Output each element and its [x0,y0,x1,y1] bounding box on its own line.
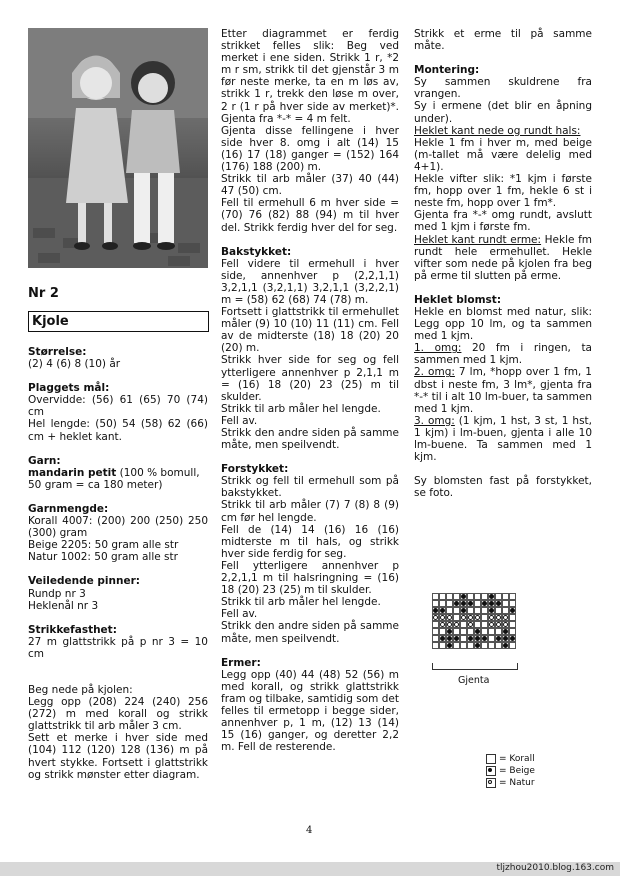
front-heading: Forstykket: [221,463,289,476]
chart-cell [467,600,474,607]
flower-heading: Heklet blomst: [414,293,502,306]
chart-cell [509,593,516,600]
yarn-details: (100 % bomull, 50 gram = ca 180 meter) [28,466,200,491]
chart-cell [460,600,467,607]
chart-cell [446,607,453,614]
chart-cell [509,614,516,621]
chart-cell [495,628,502,635]
beige-dot [496,601,501,606]
body-text-2: Gjenta disse fellingene i hver side hver 8. omg i alt (14) 15 (16) 17 (18) ganger = (152) 164 (176) 188 (200) m. [221,124,399,174]
empty-square-icon [486,754,496,764]
back-text-4: Strikk til arb måler hel lengde. [221,402,381,415]
chart-cell [474,635,481,642]
beige-dot [482,636,487,641]
natur-ring [503,622,508,627]
chart-cell [474,593,481,600]
needles-circular: Rundp nr 3 [28,587,86,600]
chart-cell [502,607,509,614]
chart-cell [453,642,460,649]
assembly-text-2: Sy i ermene (det blir en åpning under). [414,100,592,125]
chart-cell [460,607,467,614]
beige-dot [454,636,459,641]
chart-cell [502,600,509,607]
natur-ring [489,622,494,627]
chart-cell [495,621,502,628]
page-number: 4 [306,825,313,836]
round-1-label: 1. omg: [414,342,462,355]
beige-dot [475,643,480,648]
chart-cell [509,642,516,649]
chart-cell [481,642,488,649]
chart-cell [439,621,446,628]
column-1 [28,346,208,781]
chart-cell [460,635,467,642]
legend-korall [486,753,535,765]
natur-ring [461,615,466,620]
chart-cell [481,600,488,607]
chart-cell [453,621,460,628]
legend-beige-label: = Beige [499,766,535,776]
girls-illustration [28,28,208,268]
gauge-text: 27 m glattstrikk på p nr 3 = 10 cm [28,635,208,660]
crochet-edge-text-3: Gjenta fra *-* omg rundt, avslutt med 1 kjm i første fm. [414,209,592,234]
chart-cell [488,635,495,642]
chart-cell [432,614,439,621]
chart-cell [432,628,439,635]
chart-cell [439,600,446,607]
column-2 [221,28,399,753]
sleeves-text: Legg opp (40) 44 (48) 52 (56) m med korall, og strikk glattstrikk fram og tilbake, samtidig som det felles til ermetopp i begge sider, annenhver p, 1 m, (12) 13 (14) 15 (16) ganger, og deretter 2,2 m. Fell de resterende. [221,668,399,754]
flower-round-1 [414,342,592,366]
natur-ring [440,615,445,620]
beige-dot [503,636,508,641]
beige-dot [475,636,480,641]
chart-cell [474,642,481,649]
chart-cell [467,621,474,628]
beige-dot [503,629,508,634]
beige-dot [454,601,459,606]
chart-cell [488,607,495,614]
beige-dot [475,629,480,634]
chart-cell [467,635,474,642]
natur-ring [468,622,473,627]
round-3-label: 3. omg: [414,414,455,427]
beige-dot [489,594,494,599]
chart-cell [495,635,502,642]
start-text-2: Sett et merke i hver side med (104) 112 (120) 128 (136) m på hvert stykke. Fortsett i glattstrikk og strikk mønster etter diagram. [28,732,208,781]
legend-beige [486,765,535,777]
chart-caption: Gjenta [458,675,490,686]
chart-cell [502,614,509,621]
natur-ring [447,615,452,620]
round-2-body: 7 lm, *hopp over 1 fm, 1 dbst i neste fm, 3 lm*, gjenta fra *-* til i alt 10 lm-buer, ta sammen med 1 kjm. [414,366,592,415]
beige-dot [440,608,445,613]
chart-cell [502,635,509,642]
column-3 [414,28,592,499]
yarn-text [28,467,208,491]
sleeve-edge-text [414,234,592,282]
chart-cell [509,607,516,614]
flower-text-1: Hekle en blomst med natur, slik: Legg opp 10 lm, og ta sammen med 1 kjm. [414,305,592,343]
chart-cell [488,600,495,607]
natur-ring [496,622,501,627]
footer-url: tljzhou2010.blog.163.com [496,863,614,873]
front-text-1: Strikk og fell til ermehull som på bakstykket. [221,475,399,500]
start-text-1: Legg opp (208) 224 (240) 256 (272) m med korall og strikk glattstrikk til arb måler 3 cm. [28,696,208,733]
beige-dot [468,636,473,641]
chart-cell [481,593,488,600]
yarn-heading: Garn: [28,454,61,467]
chart-cell [439,628,446,635]
beige-dot [447,629,452,634]
pattern-number: Nr 2 [28,286,59,301]
flower-round-2 [414,366,592,414]
gauge-heading: Strikkefasthet: [28,623,117,636]
body-text-1: Etter diagrammet er ferdig strikket felles slik: Beg ved merket i ene siden. Strikk 1 r, *2 m r sm, strikk til det gjenstår 3 m før neste merke, ta en m løs av, strikk 1 r, trekk den løse m over, 2 r (1 r på hver side av merket)*. Gjenta fra *-* = 4 m felt. [221,28,399,125]
beige-dot [461,601,466,606]
chart-cell [502,642,509,649]
measurements-heading: Plaggets mål: [28,382,110,395]
chart-cell [495,642,502,649]
chart-cell [474,621,481,628]
filled-dot-icon [486,766,496,776]
chart-cell [439,607,446,614]
beige-dot [461,594,466,599]
chart-cell [481,614,488,621]
chart-cell [467,642,474,649]
chart-cell [474,614,481,621]
size-text: (2) 4 (6) 8 (10) år [28,358,121,371]
yarn-amount-heading: Garnmengde: [28,502,109,515]
chart-cell [432,642,439,649]
back-text-5: Fell av. [221,414,258,427]
natur-ring [433,615,438,620]
chart-cell [467,607,474,614]
chart-cell [474,607,481,614]
beige-dot [440,636,445,641]
chart-cell [446,642,453,649]
chart-cell [509,600,516,607]
beige-dot [468,601,473,606]
natur-ring [447,622,452,627]
natur-ring [440,622,445,627]
repeat-bracket [432,663,518,670]
back-text-2: Fortsett i glattstrikk til ermehullet måler (9) 10 (10) 11 (11) cm. Fell av de midterste (18) 18 (20) 20 (20) m. [221,306,399,355]
beige-dot [433,608,438,613]
chart-cell [509,628,516,635]
chart-cell [453,635,460,642]
chart-cell [481,635,488,642]
legend-korall-label: = Korall [499,754,535,764]
round-2-label: 2. omg: [414,366,455,379]
chart-cell [502,593,509,600]
chart-cell [509,621,516,628]
natur-ring [496,615,501,620]
needles-crochet: Heklenål nr 3 [28,599,99,612]
chart-cell [446,621,453,628]
natur-ring [489,615,494,620]
front-text-6: Fell av. [221,608,258,621]
front-text-7: Strikk den andre siden på samme måte, men speilvendt. [221,620,399,645]
sleeves-heading: Ermer: [221,656,261,669]
back-text-6: Strikk den andre siden på samme måte, men speilvendt. [221,427,399,452]
chart-cell [495,600,502,607]
yarn-amount-beige: Beige 2205: 50 gram alle str [28,539,179,552]
ring-icon [486,778,496,788]
chart-cell [453,607,460,614]
body-text-4: Fell til ermehull 6 m hver side = (70) 76 (82) 88 (94) m til hver del. Strikk ferdig hver del for seg. [221,197,399,234]
chart-cell [495,614,502,621]
chart-cell [509,635,516,642]
chart-cell [488,642,495,649]
chart-cell [474,600,481,607]
chart-legend [486,753,535,789]
chart-cell [460,614,467,621]
beige-dot [489,608,494,613]
chart-cell [481,607,488,614]
chart-cell [474,628,481,635]
natur-ring [454,622,459,627]
footer-bar [0,862,620,876]
chart-cell [481,628,488,635]
front-text-3: Fell de (14) 14 (16) 16 (16) midterste m til hals, og strikk hver side ferdig for seg. [221,523,399,560]
yarn-amount-natur: Natur 1002: 50 gram alle str [28,551,178,564]
chart-cell [467,628,474,635]
size-heading: Størrelse: [28,346,87,358]
back-text-3: Strikk hver side for seg og fell ytterligere annenhver p 2,1,1 m = (16) 18 (20) 23 (25) m til skulder. [221,354,399,403]
chart-cell [446,600,453,607]
chart-cell [460,642,467,649]
chart-cell [432,635,439,642]
beige-dot [489,601,494,606]
beige-dot [461,608,466,613]
chart-cell [495,593,502,600]
front-text-4: Fell ytterligere annenhver p 2,2,1,1 m til halsringning = (16) 18 (20) 23 (25) m til skulder. [221,559,399,597]
flower-attach-text: Sy blomsten fast på forstykket, se foto. [414,475,592,500]
back-text-1: Fell videre til ermehull i hver side, annenhver p (2,2,1,1) 3,2,1,1 (3,2,1,1) 3,2,1,1 (3,2,2,1) m = (58) 62 (68) 74 (78) m. [221,257,399,306]
needles-heading: Veiledende pinner: [28,575,140,588]
beige-dot [447,636,452,641]
measurements-width: Overvidde: (56) 61 (65) 70 (74) cm [28,394,208,419]
chart-cell [439,593,446,600]
front-text-5: Strikk til arb måler hel lengde. [221,596,381,609]
back-heading: Bakstykket: [221,245,292,258]
natur-ring [475,615,480,620]
chart-cell [495,607,502,614]
crochet-edge-heading: Heklet kant nede og rundt hals: [414,124,581,137]
beige-dot [482,601,487,606]
photo-two-girls [28,28,208,268]
chart-cell [446,635,453,642]
beige-dot [510,608,515,613]
chart-cell [446,628,453,635]
chart-cell [467,593,474,600]
crochet-edge-text-1: Hekle 1 fm i hver m, med beige (m-tallet må være delelig med 4+1). [414,136,592,173]
front-text-2: Strikk til arb måler (7) 7 (8) 8 (9) cm før hel lengde. [221,499,399,524]
pattern-title: Kjole [28,311,209,332]
chart-cell [488,621,495,628]
natur-ring [503,615,508,620]
chart-cell [488,628,495,635]
chart-cell [453,628,460,635]
chart-cell [432,600,439,607]
chart-cell [453,593,460,600]
round-1-body: 20 fm i ringen, ta sammen med 1 kjm. [414,342,592,367]
chart-cell [432,607,439,614]
legend-natur [486,777,535,789]
chart-cell [502,621,509,628]
round-3-body: (1 kjm, 1 hst, 3 st, 1 hst, 1 kjm) i lm-buen, gjenta i alle 10 lm-buene. Ta sammen med 1 kjm. [414,414,592,464]
chart-cell [488,614,495,621]
start-heading: Beg nede på kjolen: [28,683,133,696]
chart-cell [439,642,446,649]
chart-cell [439,635,446,642]
measurements-length: Hel lengde: (50) 54 (58) 62 (66) cm + heklet kant. [28,418,208,443]
sleeve-repeat-text: Strikk et erme til på samme måte. [414,28,592,53]
chart-cell [502,628,509,635]
chart-cell [453,614,460,621]
sleeve-edge-body: Hekle fm rundt hele ermehullet. Hekle vifter som nede på kjolen fra beg på erme til slutten på erme. [414,233,592,282]
chart-cell [481,621,488,628]
beige-dot [510,636,515,641]
beige-dot [503,643,508,648]
beige-dot [447,643,452,648]
chart-cell [488,593,495,600]
legend-natur-label: = Natur [499,778,535,788]
chart-cell [467,614,474,621]
yarn-amount-korall: Korall 4007: (200) 200 (250) 250 (300) gram [28,515,208,540]
crochet-edge-text-2: Hekle vifter slik: *1 kjm i første fm, hopp over 1 fm, hekle 6 st i neste fm, hopp over 1 fm*. [414,173,592,210]
sleeve-edge-heading: Heklet kant rundt erme: [414,233,542,246]
yarn-brand: mandarin petit [28,466,117,479]
chart-cell [460,628,467,635]
beige-dot [496,636,501,641]
flower-round-3 [414,415,592,463]
chart-cell [432,621,439,628]
chart-cell [453,600,460,607]
chart-cell [446,593,453,600]
chart-cell [460,621,467,628]
chart-cell [460,593,467,600]
chart-cell [446,614,453,621]
chart-cell [439,614,446,621]
chart-cell [432,593,439,600]
natur-ring [468,615,473,620]
body-text-3: Strikk til arb måler (37) 40 (44) 47 (50) cm. [221,173,399,198]
assembly-text-1: Sy sammen skuldrene fra vrangen. [414,76,592,101]
assembly-heading: Montering: [414,64,480,77]
